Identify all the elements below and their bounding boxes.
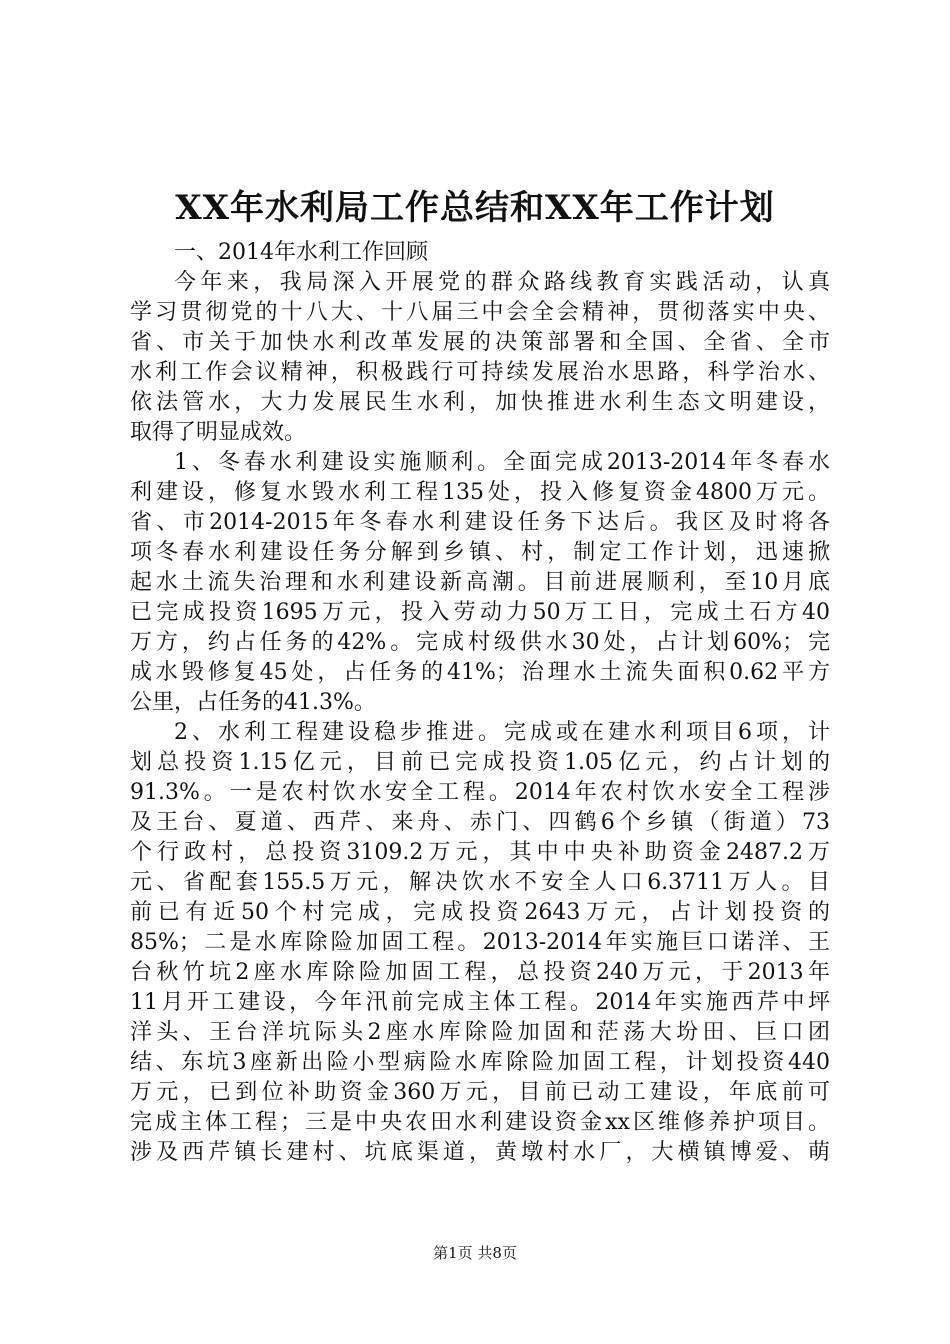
paragraph-line: 省、市关于加快水利改革发展的决策部署和全国、全省、全市 [130,330,830,355]
paragraph-line: 万方，约占任务的42%。完成村级供水30处，占计划60%；完 [130,630,830,655]
paragraph-line: 2、水利工程建设稳步推进。完成或在建水利项目6项，计 [174,720,830,745]
paragraph-line: 元、省配套155.5万元，解决饮水不安全人口6.3711万人。目 [130,870,830,895]
paragraph-line: 已完成投资1695万元，投入劳动力50万工日，完成土石方40 [130,600,830,625]
document-body [130,238,830,1168]
paragraph-line: 省、市2014-2015年冬春水利建设任务下达后。我区及时将各 [130,510,830,535]
paragraph-line: 11月开工建设，今年汛前完成主体工程。2014年实施西芹中坪 [130,990,830,1015]
paragraph-line: 1、冬春水利建设实施顺利。全面完成2013-2014年冬春水 [174,450,830,475]
paragraph-line: 公里，占任务的41.3%。 [130,690,376,715]
paragraph-line: 水利工作会议精神，积极践行可持续发展治水思路，科学治水、 [130,360,830,385]
paragraph-line: 取得了明显成效。 [130,420,307,445]
document-title: XX年水利局工作总结和XX年工作计划 [175,188,775,228]
paragraph-line: 91.3%。一是农村饮水安全工程。2014年农村饮水安全工程涉 [130,780,830,805]
paragraph-line: 学习贯彻党的十八大、十八届三中会全会精神，贯彻落实中央、 [130,300,830,325]
paragraph-line: 划总投资1.15亿元，目前已完成投资1.05亿元，约占计划的 [130,750,830,775]
paragraph-line: 依法管水，大力发展民生水利，加快推进水利生态文明建设， [130,390,830,415]
paragraph-line: 洋头、王台洋坑际头2座水库除险加固和茫荡大坋田、巨口团 [130,1020,830,1045]
paragraph-line: 结、东坑3座新出险小型病险水库除险加固工程，计划投资440 [130,1050,830,1075]
paragraph-line: 完成主体工程；三是中央农田水利建设资金xx区维修养护项目。 [130,1110,830,1135]
paragraph-line: 85%；二是水库除险加固工程。2013-2014年实施巨口诺洋、王 [130,930,830,955]
paragraph-line: 起水土流失治理和水利建设新高潮。目前进展顺利，至10月底 [130,570,830,595]
paragraph-line: 万元，已到位补助资金360万元，目前已动工建设，年底前可 [130,1080,830,1105]
paragraph-line: 利建设，修复水毁水利工程135处，投入修复资金4800万元。 [130,480,830,505]
paragraph-line: 涉及西芹镇长建村、坑底渠道，黄墩村水厂，大横镇博爱、萌 [130,1140,830,1165]
paragraph-line: 台秋竹坑2座水库除险加固工程，总投资240万元，于2013年 [130,960,830,985]
paragraph-line: 个行政村，总投资3109.2万元，其中中央补助资金2487.2万 [130,840,830,865]
paragraph-line: 今年来，我局深入开展党的群众路线教育实践活动，认真 [174,270,830,295]
paragraph-line: 项冬春水利建设任务分解到乡镇、村，制定工作计划，迅速掀 [130,540,830,565]
section-heading: 一、2014年水利工作回顾 [174,240,428,265]
page-footer: 第1页 共8页 [433,1244,517,1262]
paragraph-line: 及王台、夏道、西芹、来舟、赤门、四鹤6个乡镇（街道）73 [130,810,830,835]
paragraph-line: 前已有近50个村完成，完成投资2643万元，占计划投资的 [130,900,830,925]
paragraph-line: 成水毁修复45处，占任务的41%；治理水土流失面积0.62平方 [130,660,830,685]
